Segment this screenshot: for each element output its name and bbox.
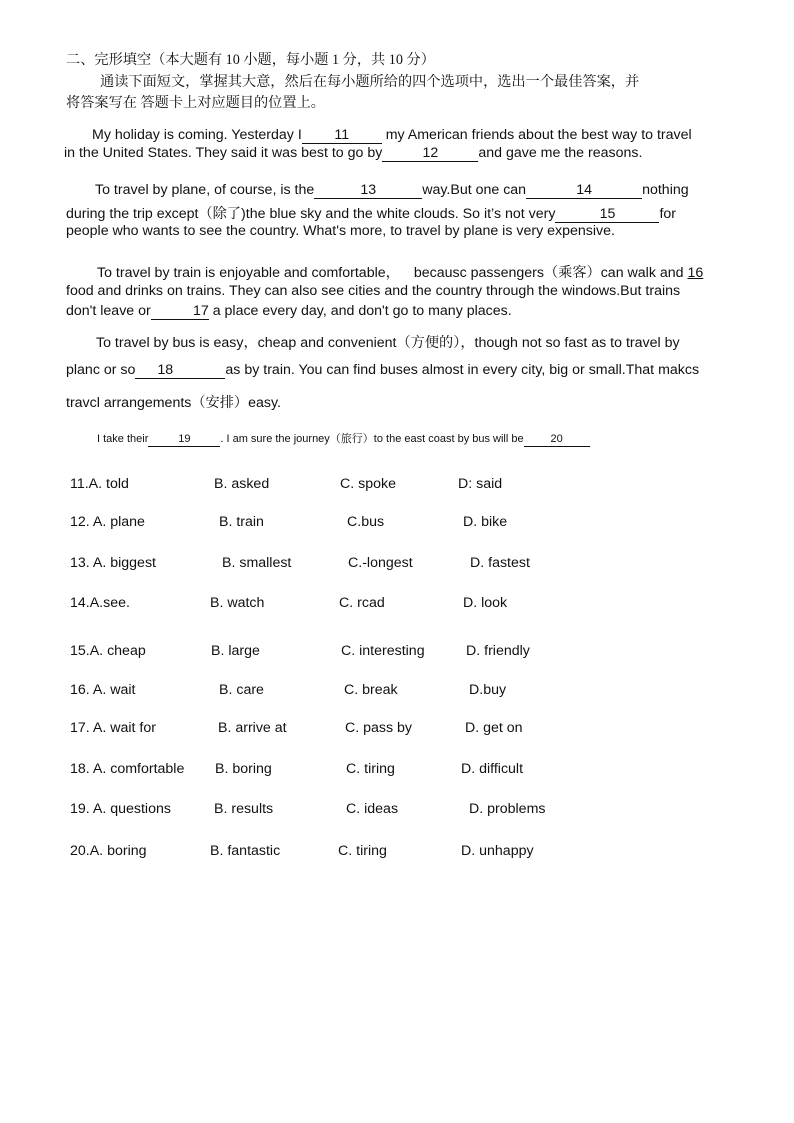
text: To travel by train is enjoyable and comfortable， xyxy=(97,265,400,281)
blank-number: 12 xyxy=(422,145,439,161)
option-c: C. interesting xyxy=(341,643,425,659)
text: I take their xyxy=(97,433,149,445)
option-b: B. train xyxy=(219,514,264,530)
option-d: D. unhappy xyxy=(461,843,534,859)
text: for xyxy=(659,206,677,222)
option-c: C.bus xyxy=(347,514,385,530)
section-heading: 二、完形填空（本大题有 10 小题，每小题 1 分，共 10 分） xyxy=(66,52,435,68)
option-a: 13. A. biggest xyxy=(70,555,156,571)
text: planc or so xyxy=(66,362,136,378)
option-b: B. boring xyxy=(215,761,272,777)
option-d: D. fastest xyxy=(470,555,530,571)
passage-p4-line-3: travcl arrangements（安排）easy. xyxy=(66,395,281,411)
blank-number: 20 xyxy=(550,433,563,445)
blank-14 xyxy=(526,183,642,199)
option-a: 19. A. questions xyxy=(70,801,171,817)
passage-p4-line-1: To travel by bus is easy，cheap and convenient（方便的），though not so fast as to travel by xyxy=(96,335,680,351)
instruction-line-2: 将答案写在 答题卡上对应题目的位置上。 xyxy=(66,95,325,111)
option-c: C. tiring xyxy=(346,761,395,777)
blank-19 xyxy=(148,434,220,447)
option-a: 15.A. cheap xyxy=(70,643,146,659)
option-b: B. arrive at xyxy=(218,720,287,736)
blank-16: 16 xyxy=(687,265,704,281)
option-a: 16. A. wait xyxy=(70,682,136,698)
passage-p5 xyxy=(97,430,590,447)
option-d: D. problems xyxy=(469,801,546,817)
option-a: 18. A. comfortable xyxy=(70,761,185,777)
text: a place every day, and don't go to many places. xyxy=(208,303,512,319)
blank-11 xyxy=(302,128,382,144)
blank-number: 11 xyxy=(334,127,350,143)
blank-20 xyxy=(524,434,590,447)
blank-18 xyxy=(135,363,225,379)
option-a: 17. A. wait for xyxy=(70,720,156,736)
text: and gave me the reasons. xyxy=(478,145,643,161)
option-b: B. smallest xyxy=(222,555,292,571)
text: my American friends about the best way to travel xyxy=(381,127,692,143)
text: during the trip except（除了)the blue sky and the white clouds. So it’s not very xyxy=(66,206,556,222)
blank-number: 13 xyxy=(360,182,377,198)
text: don't leave or xyxy=(66,303,151,319)
option-c: C. break xyxy=(344,682,398,698)
text: My holiday is coming. Yesterday I xyxy=(92,127,302,143)
blank-number: 17 xyxy=(192,303,209,319)
option-a: 20.A. boring xyxy=(70,843,147,859)
option-b: B. large xyxy=(211,643,260,659)
option-c: C. spoke xyxy=(340,476,396,492)
passage-p3-line-1 xyxy=(97,262,703,282)
passage-p4-line-2 xyxy=(66,362,699,379)
option-d: D. get on xyxy=(465,720,523,736)
text: To travel by plane, of course, is the xyxy=(95,182,315,198)
option-b: B. results xyxy=(214,801,274,817)
blank-number: 18 xyxy=(157,362,174,378)
option-b: B. care xyxy=(219,682,264,698)
text: way.But one can xyxy=(422,182,527,198)
passage-p3-line-2: food and drinks on trains. They can also see cities and the country through the windows.But trains xyxy=(66,283,681,299)
blank-number: 15 xyxy=(599,206,616,222)
option-d: D. bike xyxy=(463,514,508,530)
blank-17 xyxy=(151,304,209,320)
text: as by train. You can find buses almost in every city, big or small.That makcs xyxy=(225,362,700,378)
option-c: C. ideas xyxy=(346,801,399,817)
blank-number: 19 xyxy=(178,433,191,445)
option-c: C. rcad xyxy=(339,595,385,611)
passage-p3-line-3 xyxy=(66,303,512,320)
blank-15 xyxy=(555,207,659,223)
option-c: C. tiring xyxy=(338,843,387,859)
passage-p2-line-2 xyxy=(66,203,676,223)
blank-12 xyxy=(382,146,478,162)
option-d: D.buy xyxy=(469,682,507,698)
option-a: 14.A.see. xyxy=(70,595,130,611)
option-b: B. asked xyxy=(214,476,270,492)
blank-number: 14 xyxy=(576,182,592,198)
passage-p2-line-3: people who wants to see the country. What's more, to travel by plane is very expensive. xyxy=(66,223,615,239)
option-c: C. pass by xyxy=(345,720,413,736)
blank-13 xyxy=(314,183,422,199)
passage-p1-line-1 xyxy=(92,127,692,144)
text: . I am sure the journey（旅行）to the east coast by bus will be xyxy=(220,433,524,445)
text: nothing xyxy=(642,182,689,198)
text: becausc passengers（乘客）can walk and xyxy=(413,265,684,281)
option-b: B. fantastic xyxy=(210,843,281,859)
instruction-line-1: 通读下面短文，掌握其大意，然后在每小题所给的四个选项中，选出一个最佳答案，并 xyxy=(100,74,640,90)
passage-p2-line-1 xyxy=(95,182,689,199)
passage-p1-line-2 xyxy=(64,145,642,162)
text: in the United States. They said it was best to go by xyxy=(64,145,383,161)
option-d: D. difficult xyxy=(461,761,524,777)
option-a: 12. A. plane xyxy=(70,514,145,530)
option-c: C.-longest xyxy=(348,555,413,571)
option-a: 11.A. told xyxy=(70,476,129,492)
option-d: D. friendly xyxy=(466,643,530,659)
option-d: D. look xyxy=(463,595,508,611)
option-d: D: said xyxy=(458,476,503,492)
option-b: B. watch xyxy=(210,595,265,611)
